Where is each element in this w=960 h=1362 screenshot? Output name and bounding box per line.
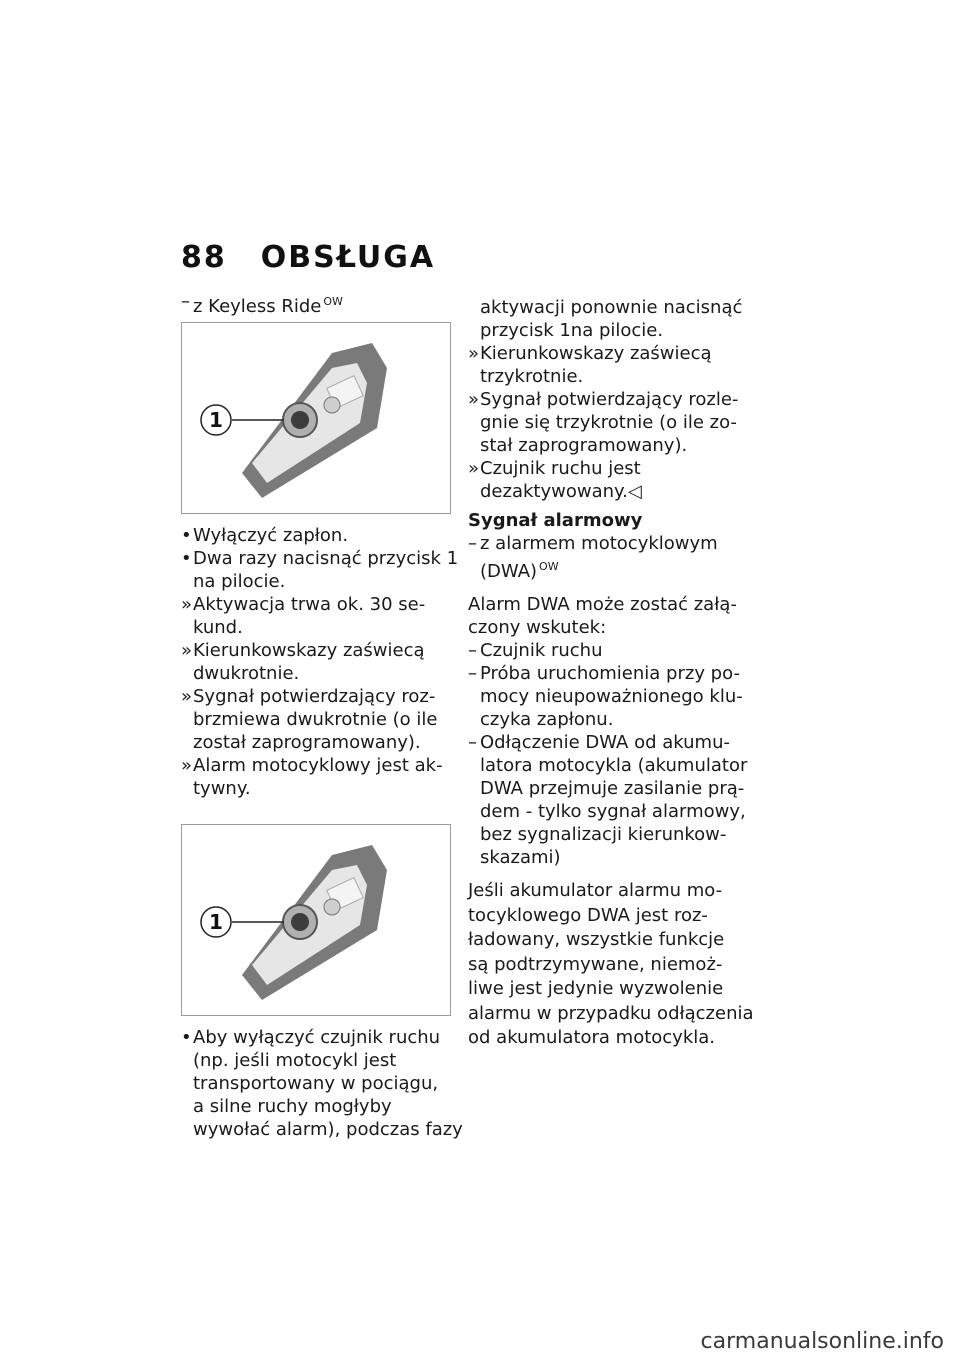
list-marker: » (181, 594, 193, 615)
list-line: dem - tylko sygnał alarmowy, (480, 801, 746, 822)
trigger-list (468, 639, 748, 869)
text-line: alarmu w przypadku odłączenia (468, 1002, 754, 1024)
intro-line (181, 290, 453, 318)
logo-icon (291, 411, 309, 429)
text-line: Alarm DWA może zostać załą- (468, 594, 737, 615)
keyfob-illustration-1 (182, 323, 451, 514)
text-line: Jeśli akumulator alarmu mo- (468, 880, 723, 901)
list-line: Aby wyłączyć czujnik ruchu (193, 1027, 441, 1048)
list-line: Odłączenie DWA od akumu- (480, 732, 730, 753)
list-marker: » (181, 755, 193, 776)
list-line: dezaktywowany.◁ (480, 481, 642, 502)
alarm-text: (DWA) (480, 561, 538, 582)
list-line: Czujnik ruchu jest (480, 458, 641, 479)
list-line: Sygnał potwierdzający rozle- (480, 389, 739, 410)
list-item (468, 639, 740, 662)
steps-list-3 (468, 342, 740, 503)
steps-list-2 (181, 1026, 463, 1141)
dash-mark: – (468, 533, 477, 554)
list-item (181, 685, 453, 754)
logo-icon (291, 913, 309, 931)
list-item (181, 639, 453, 685)
callout-label: 1 (209, 910, 223, 934)
list-marker: » (468, 458, 480, 479)
list-item (468, 662, 743, 731)
list-item (468, 342, 740, 388)
list-line: Dwa razy nacisnąć przycisk 1 (193, 548, 459, 569)
continued-text (468, 296, 743, 342)
button-2 (324, 397, 340, 413)
list-line: latora motocykla (akumulator (480, 755, 748, 776)
list-line: Kierunkowskazy zaświecą (480, 343, 712, 364)
list-line: bez sygnalizacji kierunkow- (480, 824, 727, 845)
list-line: Aktywacja trwa ok. 30 se- (193, 594, 426, 615)
section-title: OBSŁUGA (260, 240, 436, 275)
text-line: są podtrzymywane, niemoż- (468, 953, 723, 975)
list-line: czyka zapłonu. (480, 709, 614, 730)
text-line: ładowany, wszystkie funkcje (468, 929, 725, 950)
list-line: tywny. (193, 778, 251, 799)
list-marker: – (468, 663, 477, 684)
text-line: aktywacji ponownie nacisnąć (480, 297, 743, 318)
left-column (181, 290, 463, 1141)
steps-list-1 (181, 524, 459, 800)
list-line: został zaprogramowany). (193, 732, 421, 753)
list-marker: » (468, 389, 480, 410)
list-marker: » (468, 343, 480, 364)
alarm-heading: Sygnał alarmowy (468, 510, 643, 531)
list-line: Wyłączyć zapłon. (193, 525, 349, 546)
list-marker: » (181, 640, 193, 661)
list-line: Kierunkowskazy zaświecą (193, 640, 425, 661)
list-line: Próba uruchomienia przy po- (480, 663, 740, 684)
list-marker: • (181, 548, 192, 569)
list-marker: – (468, 640, 477, 661)
list-line: gnie się trzykrotnie (o ile zo- (480, 412, 737, 433)
list-item (181, 547, 459, 593)
button-2 (324, 899, 340, 915)
list-line: a silne ruchy mogłyby (193, 1096, 392, 1117)
list-item (181, 754, 453, 800)
keyfob-figure-2 (181, 824, 451, 1016)
intro-sup: OW (323, 295, 343, 308)
right-column (468, 296, 754, 1051)
alarm-paragraph-2 (468, 879, 754, 1051)
list-line: trzykrotnie. (480, 366, 584, 387)
list-marker: • (181, 525, 192, 546)
alarm-paragraph-1 (468, 593, 740, 639)
list-item (468, 388, 740, 457)
list-line: DWA przejmuje zasilanie prą- (480, 778, 745, 799)
list-item (468, 731, 748, 869)
alarm-sup: OW (539, 560, 559, 573)
text-line: tocyklowego DWA jest roz- (468, 904, 708, 926)
keyfob-illustration-2 (182, 825, 451, 1016)
text-line: liwe jest jedynie wyzwolenie (468, 978, 724, 999)
callout-label: 1 (209, 408, 223, 432)
dash-mark: – (181, 291, 190, 312)
list-line: (np. jeśli motocykl jest (193, 1050, 397, 1071)
list-line: wywołać alarm), podczas fazy (193, 1119, 463, 1140)
list-marker: » (181, 686, 193, 707)
alarm-intro (468, 532, 740, 583)
list-marker: • (181, 1027, 192, 1048)
list-item (181, 593, 453, 639)
list-line: Sygnał potwierdzający roz- (193, 686, 436, 707)
alarm-line: z alarmem motocyklowym (480, 533, 718, 554)
alarm-line (480, 555, 740, 583)
list-line: stał zaprogramowany). (480, 435, 688, 456)
watermark: carmanualsonline.info (700, 1329, 944, 1354)
list-line: Czujnik ruchu (480, 640, 603, 661)
list-item (181, 524, 453, 547)
list-item (181, 1026, 463, 1141)
list-item (468, 457, 740, 503)
list-line: transportowany w pociągu, (193, 1073, 439, 1094)
page-number: 88 (181, 240, 227, 275)
intro-text: z Keyless Ride (193, 296, 322, 317)
list-line: na pilocie. (193, 571, 286, 592)
list-line: dwukrotnie. (193, 663, 300, 684)
text-line: czony wskutek: (468, 617, 607, 638)
list-line: Alarm motocyklowy jest ak- (193, 755, 443, 776)
keyfob-figure-1 (181, 322, 451, 514)
text-line: od akumulatora motocykla. (468, 1027, 716, 1048)
page-header (181, 240, 435, 275)
list-line: kund. (193, 617, 243, 638)
text-line: przycisk 1na pilocie. (480, 320, 664, 341)
list-line: brzmiewa dwukrotnie (o ile (193, 709, 438, 730)
list-line: mocy nieupoważnionego klu- (480, 686, 743, 707)
list-line: skazami) (480, 847, 561, 868)
list-marker: – (468, 732, 477, 753)
